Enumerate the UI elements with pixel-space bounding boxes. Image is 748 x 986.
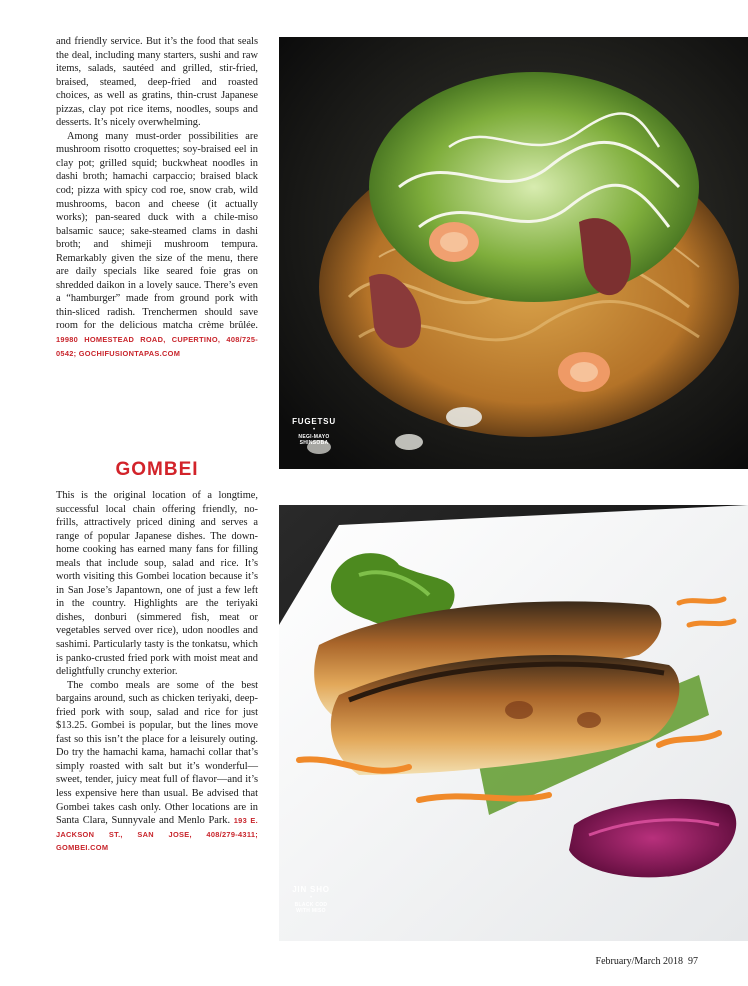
paragraph-3: This is the original location of a longtime, successful local chain offering friendly, no-frills, attractively priced dining and serves a range of popular Japanese dishes. The down-home cooking has earned many fans for filling meals that include soup, salad and rice. It’s worth visiting this Gombei location because it’s in San Jose’s Japantown, one of just a few left in the country. Highlights are the teriyaki dishes, donburi (simmered fish, meat or vegetables served over rice), udon noodles and sashimi. Particularly tasty is the tonkatsu, which is panko-crusted fried pork with moist meat and delightfully crunchy exterior.: [56, 490, 258, 678]
folio-issue: February/March 2018: [595, 956, 683, 967]
paragraph-4: [56, 679, 258, 855]
photo-jinsho-black-cod: [279, 505, 748, 941]
caption-fugetsu: [287, 417, 341, 446]
caption-jinsho: [289, 885, 333, 914]
section-title-gombei: GOMBEI: [115, 459, 199, 480]
page-folio: [596, 956, 698, 967]
paragraph-2-text: Among many must-order possibilities are mushroom risotto croquettes; soy-braised eel in clay pot; grilled squid; buckwheat noodles in dashi broth; hamachi carpaccio; braised black cod; pizza with spicy cod roe, snow crab, wild mushrooms, bacon and cheese (it actually works); pan-seared duck with a chile-miso balsamic sauce; sake-steamed clams in dashi broth; and shimeji mushroom tempura. Remarkably given the size of the menu, there are daily specials like seared foie gras on shredded daikon in a lovely sauce. There’s even a “hamburger” made from ground pork with thin-sliced radish. Trenchermen should save room for the delicious matcha crème brûlée.: [56, 130, 258, 332]
address-gombei: 193 E. JACKSON ST., SAN JOSE, 408/279-4311; GOMBEI.COM: [56, 816, 258, 853]
caption-fugetsu-dot: •: [312, 427, 316, 433]
folio-page-number: 97: [688, 956, 698, 967]
caption-jinsho-dot: •: [309, 895, 313, 901]
caption-fugetsu-name: FUGETSU: [292, 417, 336, 426]
caption-fugetsu-sub-1: NEGI-MAYO: [298, 434, 330, 440]
black-cod-dish-illustration: [279, 505, 748, 941]
article-column-bottom: [56, 489, 258, 855]
paragraph-2: [56, 130, 258, 360]
article-column-top: [56, 35, 258, 360]
photo-fugetsu-noodles: [279, 37, 748, 469]
caption-fugetsu-sub-2: SHINSOBA: [299, 440, 329, 446]
address-gochi: 19980 HOMESTEAD ROAD, CUPERTINO, 408/725-0542; GOCHIFUSIONTAPAS.COM: [56, 335, 258, 358]
paragraph-1: and friendly service. But it’s the food that seals the deal, including many starters, sushi and raw items, salads, sautéed and grilled, stir-fried, braised, steamed, deep-fried and roasted choices, as well as gratins, thin-crust Japanese pizzas, clay pot rice items, noodles, soups and desserts. It’s nicely overwhelming.: [56, 36, 258, 129]
paragraph-4-text: The combo meals are some of the best bargains around, such as chicken teriyaki, deep-fried pork with soup, salad and rice for just $13.25. Gombei is popular, but the lines move fast so this isn’t the place for a leisurely outing. Do try the hamachi kama, hamachi collar that’s simply roasted with salt but it’s wonderful—sweet, tender, juicy meat full of flavor—and it’s less expensive here than usual. Be advised that Gombei takes cash only. Other locations are in Santa Clara, Sunnyvale and Menlo Park.: [56, 679, 258, 827]
caption-jinsho-sub-1: BLACK COD: [294, 902, 328, 908]
caption-jinsho-name: JIN SHO: [292, 885, 330, 894]
noodle-dish-illustration: [279, 37, 748, 469]
caption-jinsho-sub-2: WITH MISO: [296, 908, 326, 914]
